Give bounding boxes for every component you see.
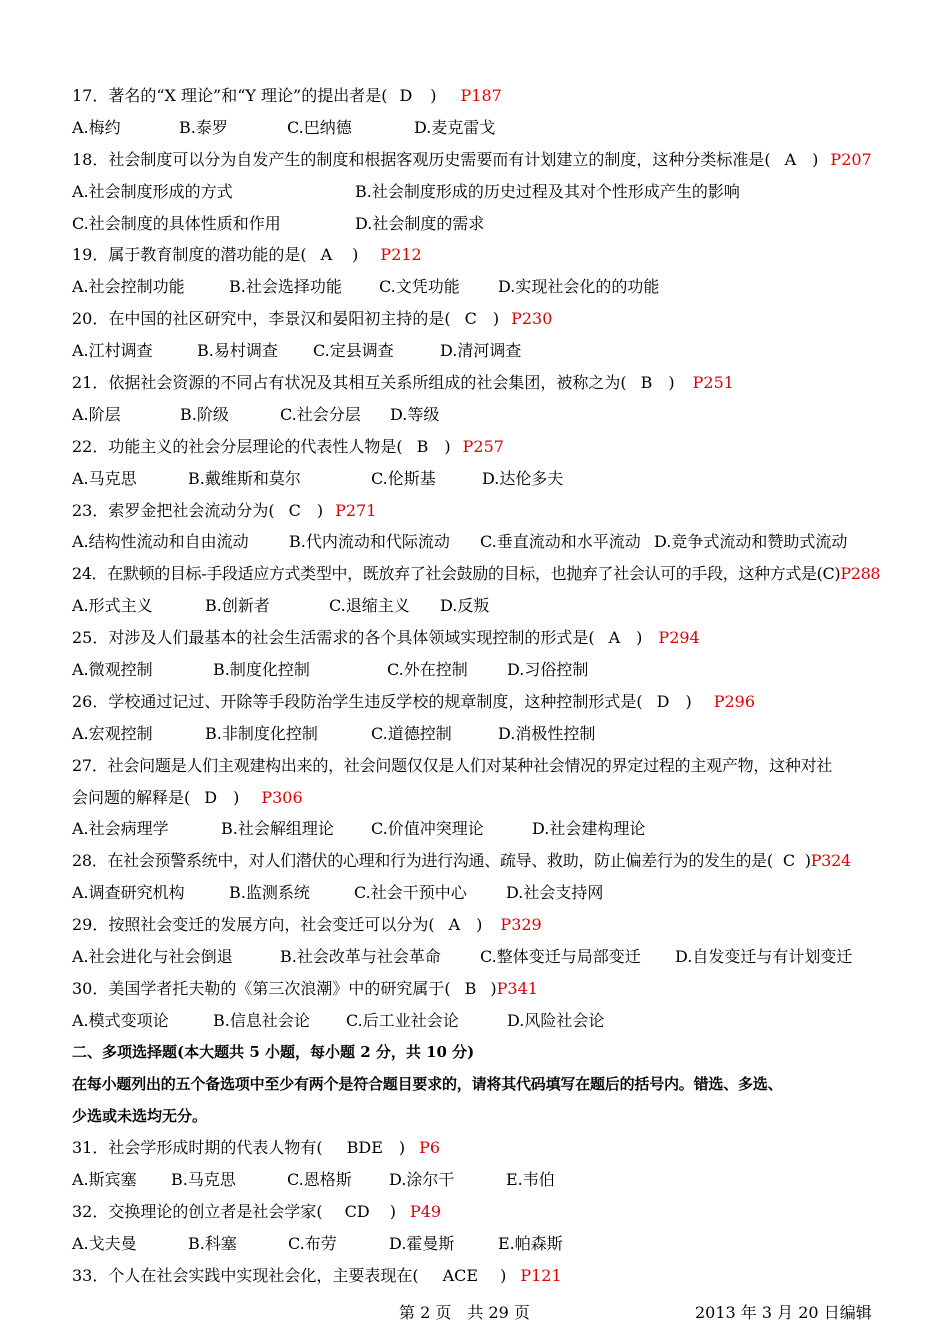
- edit-date: 2013 年 3 月 20 日编辑: [695, 1303, 872, 1322]
- option: C.垂直流动和水平流动: [480, 532, 641, 552]
- options-23: [72, 526, 880, 558]
- question-stem: 20．在中国的社区研究中，李景汉和晏阳初主持的是(: [72, 309, 451, 329]
- options-28: [72, 877, 880, 909]
- option: E.韦伯: [506, 1170, 555, 1190]
- question-26: 26．学校通过记过、开除等手段防治学生违反学校的规章制度，这种控制形式是( D ) P296: [72, 686, 880, 718]
- options-17: [72, 112, 880, 144]
- option: B.创新者: [205, 596, 270, 616]
- options-18b: [72, 208, 880, 240]
- question-19: 19．属于教育制度的潜功能的是( A ) P212: [72, 239, 880, 271]
- answer: A: [320, 245, 333, 265]
- option: D.反叛: [440, 596, 490, 616]
- option: B.制度化控制: [213, 660, 310, 680]
- option: B.社会改革与社会革命: [280, 947, 441, 967]
- option: D.麦克雷戈: [414, 117, 496, 137]
- option: B.阶级: [180, 404, 229, 424]
- question-stem: 32．交换理论的创立者是社会学家(: [72, 1202, 323, 1222]
- option: C.文凭功能: [379, 277, 460, 297]
- option: C.社会分层: [280, 404, 361, 424]
- question-stem: 21．依据社会资源的不同占有状况及其相互关系所组成的社会集团，被称之为(: [72, 373, 627, 393]
- question-33: 33．个人在社会实践中实现社会化，主要表现在( ACE ) P121: [72, 1260, 880, 1292]
- answer: ACE: [442, 1265, 479, 1285]
- question-stem: 31．社会学形成时期的代表人物有(: [72, 1138, 323, 1158]
- option: A.斯宾塞: [72, 1170, 137, 1190]
- answer: C: [464, 309, 477, 329]
- options-24: [72, 590, 880, 622]
- answer: A: [784, 149, 797, 169]
- option: A.社会进化与社会倒退: [72, 947, 233, 967]
- option: C.巴纳德: [287, 117, 352, 137]
- page-reference: P257: [462, 436, 504, 456]
- option: A.模式变项论: [72, 1010, 169, 1030]
- question-28: 28．在社会预警系统中，对人们潜伏的心理和行为进行沟通、疏导、救助，防止偏差行为的发生的是( C )P324: [72, 845, 880, 877]
- option: D.清河调查: [440, 341, 522, 361]
- option: E.帕森斯: [498, 1234, 563, 1254]
- option: D.霍曼斯: [389, 1234, 455, 1254]
- page-reference: P187: [460, 86, 502, 105]
- question-stem: 29．按照社会变迁的发展方向，社会变迁可以分为(: [72, 915, 435, 935]
- option: D.社会建构理论: [532, 819, 646, 839]
- option: A.社会制度形成的方式: [72, 181, 233, 201]
- question-stem: 23．索罗金把社会流动分为(: [72, 500, 275, 520]
- page-reference: P271: [335, 500, 377, 520]
- answer: C: [782, 851, 795, 871]
- option: B.非制度化控制: [205, 723, 318, 743]
- option: D.实现社会化的的功能: [498, 277, 660, 297]
- option: C.退缩主义: [329, 596, 410, 616]
- question-27-cont: 会问题的解释是( D ) P306: [72, 782, 880, 814]
- question-stem: 17．著名的“X 理论”和“Y 理论”的提出者是(: [72, 86, 388, 105]
- option: A.社会病理学: [72, 819, 169, 839]
- option: A.调查研究机构: [72, 883, 185, 903]
- option: B.马克思: [171, 1170, 236, 1190]
- page-reference: P6: [419, 1138, 441, 1158]
- question-25: 25．对涉及人们最基本的社会生活需求的各个具体领域实现控制的形式是( A ) P294: [72, 622, 880, 654]
- options-19: [72, 271, 880, 303]
- question-stem: 24．在默顿的目标-手段适应方式类型中，既放弃了社会鼓励的目标，也抛弃了社会认可的手段，这种方式是(: [72, 564, 823, 584]
- section-instruction: 在每小题列出的五个备选项中至少有两个是符合题目要求的，请将其代码填写在题后的括号内。错选、多选、: [72, 1074, 783, 1093]
- question-30: 30．美国学者托夫勒的《第三次浪潮》中的研究属于( B )P341: [72, 973, 880, 1005]
- page-reference: P212: [380, 245, 422, 265]
- page-reference: P296: [713, 691, 755, 711]
- page-reference: P329: [500, 915, 542, 935]
- question-stem: 26．学校通过记过、开除等手段防治学生违反学校的规章制度，这种控制形式是(: [72, 691, 643, 711]
- question-23: 23．索罗金把社会流动分为( C ) P271: [72, 495, 880, 527]
- option: D.涂尔干: [389, 1170, 455, 1190]
- option: B.科塞: [188, 1234, 237, 1254]
- option: A.江村调查: [72, 341, 153, 361]
- question-stem: 33．个人在社会实践中实现社会化，主要表现在(: [72, 1265, 419, 1285]
- question-stem: 28．在社会预警系统中，对人们潜伏的心理和行为进行沟通、疏导、救助，防止偏差行为的发生的是(: [72, 851, 773, 871]
- page-reference: P251: [692, 373, 734, 393]
- option: D.等级: [390, 404, 440, 424]
- option: A.结构性流动和自由流动: [72, 532, 249, 552]
- question-stem: 30．美国学者托夫勒的《第三次浪潮》中的研究属于(: [72, 978, 451, 998]
- page-reference: P306: [261, 787, 303, 807]
- question-21: 21．依据社会资源的不同占有状况及其相互关系所组成的社会集团，被称之为( B ) P251: [72, 367, 880, 399]
- page-reference: P230: [511, 309, 553, 329]
- option: C.道德控制: [371, 723, 452, 743]
- options-31: [72, 1164, 880, 1196]
- option: A.戈夫曼: [72, 1234, 137, 1254]
- question-32: 32．交换理论的创立者是社会学家( CD ) P49: [72, 1196, 880, 1228]
- option: A.微观控制: [72, 660, 153, 680]
- option: B.代内流动和代际流动: [289, 532, 450, 552]
- options-32: [72, 1228, 880, 1260]
- page-reference: P324: [810, 851, 851, 871]
- page-reference: P294: [658, 628, 700, 648]
- answer: BDE: [346, 1138, 383, 1158]
- option: C.外在控制: [387, 660, 468, 680]
- option: B.易村调查: [197, 341, 278, 361]
- page-reference: P288: [840, 564, 881, 584]
- question-stem: 27．社会问题是人们主观建构出来的，社会问题仅仅是人们对某种社会情况的界定过程的主观产物，这种对社: [72, 755, 833, 775]
- question-stem: 18．社会制度可以分为自发产生的制度和根据客观历史需要而有计划建立的制度，这种分类标准是(: [72, 149, 771, 169]
- page-number: 第 2 页 共 29 页: [399, 1303, 530, 1322]
- answer: B: [416, 436, 429, 456]
- option: B.社会制度形成的历史过程及其对个性形成产生的影响: [355, 181, 740, 201]
- options-21: [72, 399, 880, 431]
- option: C.社会制度的具体性质和作用: [72, 213, 281, 233]
- answer: B: [640, 373, 653, 393]
- question-stem: 22．功能主义的社会分层理论的代表性人物是(: [72, 436, 403, 456]
- option: C.社会干预中心: [354, 883, 467, 903]
- document-page: [72, 80, 880, 1292]
- question-31: 31．社会学形成时期的代表人物有( BDE ) P6: [72, 1132, 880, 1164]
- question-17: 17．著名的“X 理论”和“Y 理论”的提出者是( D ) P187: [72, 80, 880, 112]
- question-18: 18．社会制度可以分为自发产生的制度和根据客观历史需要而有计划建立的制度，这种分类标准是( A ) P207: [72, 144, 880, 176]
- answer: C: [822, 564, 835, 584]
- options-30: [72, 1005, 880, 1037]
- page-reference: P121: [520, 1265, 562, 1285]
- page-reference: P49: [409, 1202, 442, 1222]
- option: D.风险社会论: [507, 1010, 605, 1030]
- answer: A: [608, 628, 621, 648]
- options-29: [72, 941, 880, 973]
- option: C.伦斯基: [371, 468, 436, 488]
- answer: CD: [344, 1202, 370, 1222]
- options-27: [72, 813, 880, 845]
- option: D.自发变迁与有计划变迁: [675, 947, 853, 967]
- section-instruction-cont: 少选或未选均无分。: [72, 1106, 208, 1125]
- option: C.定县调查: [313, 341, 394, 361]
- option: D.达伦多夫: [482, 468, 564, 488]
- section-title: 二、多项选择题(本大题共 5 小题，每小题 2 分，共 10 分): [72, 1042, 475, 1061]
- options-26: [72, 718, 880, 750]
- question-29: 29．按照社会变迁的发展方向，社会变迁可以分为( A ) P329: [72, 909, 880, 941]
- question-22: 22．功能主义的社会分层理论的代表性人物是( B ) P257: [72, 431, 880, 463]
- answer: D: [399, 86, 413, 105]
- option: B.信息社会论: [213, 1010, 310, 1030]
- option: A.社会控制功能: [72, 277, 185, 297]
- answer: C: [288, 500, 301, 520]
- question-stem: 25．对涉及人们最基本的社会生活需求的各个具体领域实现控制的形式是(: [72, 628, 595, 648]
- answer: A: [448, 915, 461, 935]
- option: C.整体变迁与局部变迁: [480, 947, 641, 967]
- option: C.后工业社会论: [346, 1010, 459, 1030]
- option: A.马克思: [72, 468, 137, 488]
- answer: D: [656, 691, 670, 711]
- option: C.恩格斯: [287, 1170, 352, 1190]
- option: B.社会选择功能: [229, 277, 342, 297]
- option: A.梅约: [72, 117, 121, 137]
- page-reference: P207: [830, 149, 872, 169]
- option: A.阶层: [72, 404, 121, 424]
- option: A.形式主义: [72, 596, 153, 616]
- answer: D: [204, 787, 218, 807]
- page-reference: P341: [496, 978, 538, 998]
- option: B.监测系统: [229, 883, 310, 903]
- options-20: [72, 335, 880, 367]
- question-stem-continued: 会问题的解释是(: [72, 787, 191, 807]
- options-25: [72, 654, 880, 686]
- answer: B: [464, 978, 477, 998]
- options-18a: [72, 176, 880, 208]
- option: C.布劳: [288, 1234, 337, 1254]
- question-27: [72, 750, 880, 782]
- question-stem: 19．属于教育制度的潜功能的是(: [72, 245, 307, 265]
- option: D.社会支持网: [506, 883, 604, 903]
- option: B.泰罗: [179, 117, 228, 137]
- option: C.价值冲突理论: [371, 819, 484, 839]
- option: D.竞争式流动和赞助式流动: [654, 532, 848, 552]
- option: D.社会制度的需求: [355, 213, 485, 233]
- options-22: [72, 463, 880, 495]
- option: A.宏观控制: [72, 723, 153, 743]
- question-20: 20．在中国的社区研究中，李景汉和晏阳初主持的是( C ) P230: [72, 303, 880, 335]
- option: B.戴维斯和莫尔: [188, 468, 301, 488]
- option: D.习俗控制: [507, 660, 589, 680]
- option: D.消极性控制: [498, 723, 596, 743]
- question-24: 24．在默顿的目标-手段适应方式类型中，既放弃了社会鼓励的目标，也抛弃了社会认可的手段，这种方式是(C)P288: [72, 558, 880, 590]
- option: B.社会解组理论: [221, 819, 334, 839]
